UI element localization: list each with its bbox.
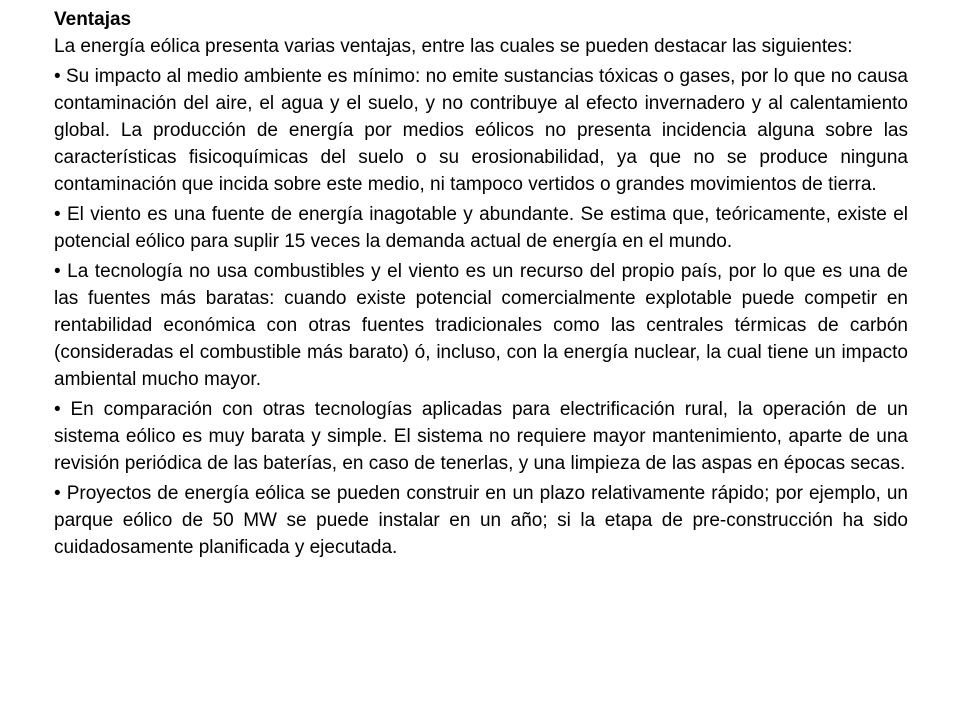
bullet-no-fuel: • La tecnología no usa combustibles y el viento es un recurso del propio país, por lo que es una de las fuentes más baratas: cuando existe potencial comercialmente explotable puede competir en rentabilidad económica con otras fuentes tradicionales como las centrales térmicas de carbón (consideradas el combustible más barato) ó, incluso, con la energía nuclear, la cual tiene un impacto ambiental mucho mayor. xyxy=(54,261,908,390)
intro-paragraph: La energía eólica presenta varias ventajas, entre las cuales se pueden destacar las siguientes: xyxy=(54,36,853,57)
bullet-construction-time: • Proyectos de energía eólica se pueden construir en un plazo relativamente rápido; por ejemplo, un parque eólico de 50 MW se puede instalar en un año; si la etapa de pre-construcción ha sido cuidadosamente planificada y ejecutada. xyxy=(54,483,908,558)
slide-heading: Ventajas xyxy=(54,9,132,30)
bullet-inexhaustible: • El viento es una fuente de energía inagotable y abundante. Se estima que, teóricamente, existe el potencial eólico para suplir 15 veces la demanda actual de energía en el mundo. xyxy=(54,204,908,252)
bullet-environment: • Su impacto al medio ambiente es mínimo: no emite sustancias tóxicas o gases, por lo que no causa contaminación del aire, el agua y el suelo, y no contribuye al efecto invernadero y al calentamiento global. La producción de energía por medios eólicos no presenta incidencia alguna sobre las características fisicoquímicas del suelo o su erosionabilidad, ya que no se produce ninguna contaminación que incida sobre este medio, ni tampoco vertidos o grandes movimientos de tierra. xyxy=(54,66,908,195)
slide-text-block xyxy=(54,6,908,564)
bullet-rural-electrification: • En comparación con otras tecnologías aplicadas para electrificación rural, la operación de un sistema eólico es muy barata y simple. El sistema no requiere mayor mantenimiento, aparte de una revisión periódica de las baterías, en caso de tenerlas, y una limpieza de las aspas en épocas secas. xyxy=(54,399,908,474)
